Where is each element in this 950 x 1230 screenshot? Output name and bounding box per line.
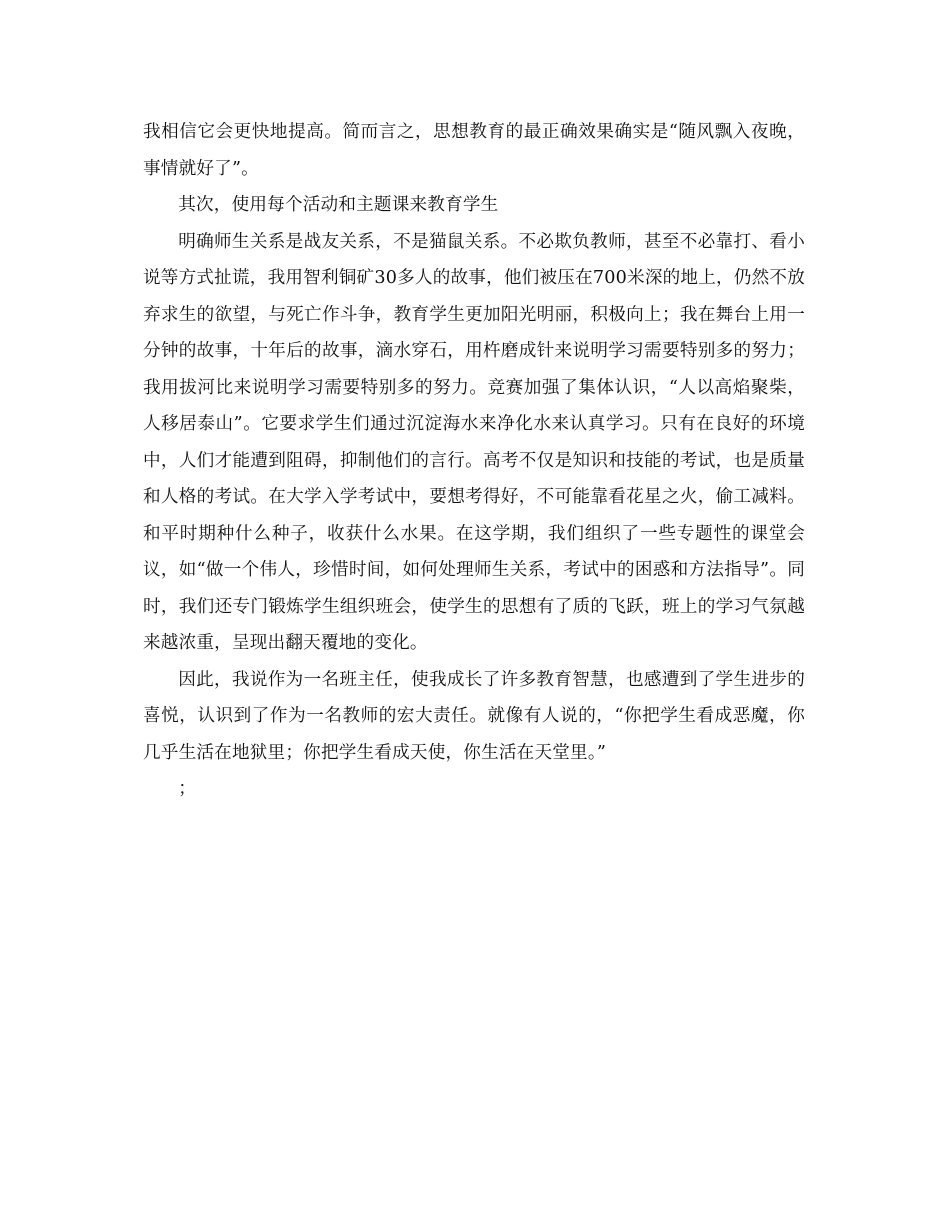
paragraph-conclusion: 因此，我说作为一名班主任，使我成长了许多教育智慧，也感遭到了学生进步的喜悦，认识到了作为一名教师的宏大责任。就像有人说的，“你把学生看成恶魔，你几乎生活在地狱里；你把学生看成天使，你生活在天堂里。” [143, 669, 805, 763]
paragraph-continuation: 我相信它会更快地提高。简而言之，思想教育的最正确效果确实是“随风飘入夜晚，事情就好了”。 [143, 122, 805, 179]
document-body [143, 114, 805, 808]
paragraph-teacher-student-relations: 明确师生关系是战友关系，不是猫鼠关系。不必欺负教师，甚至不必靠打、看小说等方式扯谎，我用智利铜矿30多人的故事，他们被压在700米深的地上，仍然不放弃求生的欲望，与死亡作斗争，教育学生更加阳光明丽，积极向上；我在舞台上用一分钟的故事，十年后的故事，滴水穿石，用杵磨成针来说明学习需要特别多的努力；我用拔河比来说明学习需要特别多的努力。竞赛加强了集体认识，“人以高焰聚柴，人移居泰山”。它要求学生们通过沉淀海水来净化水来认真学习。只有在良好的环境中，人们才能遭到阻碍，抑制他们的言行。高考不仅是知识和技能的考试，也是质量和人格的考试。在大学入学考试中，要想考得好，不可能靠看花星之火，偷工减料。和平时期种什么种子，收获什么水果。在这学期，我们组织了一些专题性的课堂会议，如“做一个伟人，珍惜时间，如何处理师生关系，考试中的困惑和方法指导”。同时，我们还专门锻炼学生组织班会，使学生的思想有了质的飞跃，班上的学习气氛越来越浓重，呈现出翻天覆地的变化。 [143, 231, 805, 653]
paragraph-trailing-punctuation: ； [178, 779, 196, 799]
section-heading: 其次，使用每个活动和主题课来教育学生 [178, 195, 499, 215]
